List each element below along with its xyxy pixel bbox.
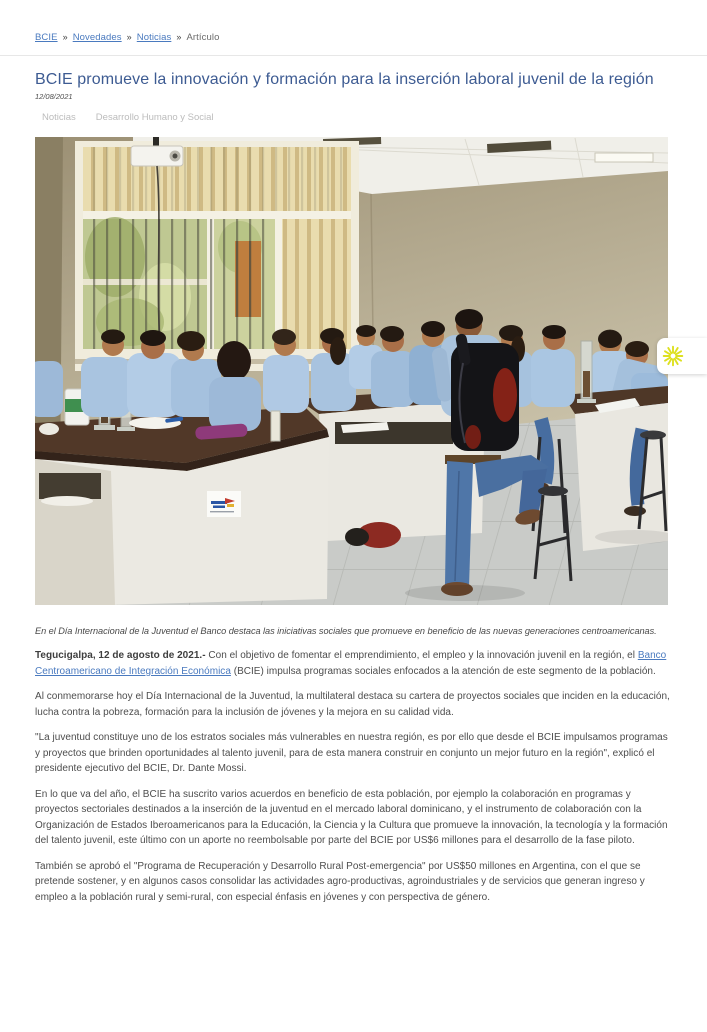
article-photo (35, 137, 668, 605)
left-table (35, 407, 329, 605)
breadcrumb-link-noticias[interactable]: Noticias (136, 32, 172, 43)
page-title: BCIE promueve la innovación y formación para la inserción laboral juvenil de la región (35, 71, 654, 88)
tag-noticias[interactable]: Noticias (42, 112, 76, 124)
paragraph-dateline: Tegucigalpa, 12 de agosto de 2021.- (35, 650, 206, 662)
breadcrumb-separator: » (126, 32, 132, 42)
asterisk-icon (662, 345, 684, 367)
article-tags (35, 112, 672, 123)
paragraph-3: "La juventud constituye uno de los estratos sociales más vulnerables en nuestra región, es por ello que desde el BCIE impulsamos programas y proyectos que brinden oportunidades al talento juvenil, para de esta manera construir en conjunto un mejor futuro en la región", explicó el presidente ejecutivo del BCIE, Dr. Dante Mossi. (35, 732, 668, 775)
paragraph-4: En lo que va del año, el BCIE ha suscrito varios acuerdos en beneficio de esta población, por ejemplo la colaboración en programas y proyectos sectoriales destinados a la inserción de la juventud en el mercado laboral dominicano, y el instrumento de colaboración con la Organización de Estados Iberoamericanos para la Educación, la Ciencia y la Cultura que promueve la innovación, la tecnología y la formación del talento juvenil, este último con un aporte no reembolsable por parte del BCIE por US$6 millones para el desarrollo de la fase piloto. (35, 788, 668, 847)
paragraph-1: Tegucigalpa, 12 de agosto de 2021.- Con el objetivo de fomentar el emprendimiento, el empleo y la innovación juvenil en la región, el Banco Centroamericano de Integración Económica (BCIE) impulsa programas sociales enfocados a la atención de este segmento de la población. (35, 650, 667, 677)
paragraph-2: Al conmemorarse hoy el Día Internacional de la Juventud, la multilateral destaca su cartera de proyectos sociales que inciden en la educación, lucha contra la pobreza, formación para la inclusión de jóvenes y la mejora en su calidad vida. (35, 691, 670, 718)
image-caption: En el Día Internacional de la Juventud el Banco destaca las iniciativas sociales que promueve en beneficio de las nuevas generaciones centroamericanas. (35, 626, 657, 637)
breadcrumb-link-novedades[interactable]: Novedades (72, 32, 122, 43)
breadcrumb-separator: » (62, 32, 68, 42)
classroom-photo-illustration (35, 137, 668, 605)
header-divider (0, 55, 707, 56)
bcie-inline-link[interactable]: Banco Centroamericano de Integración Económica (35, 650, 667, 677)
article-date: 12/08/2021 (35, 92, 73, 102)
logo-sticker (207, 491, 241, 517)
breadcrumb-separator: » (176, 32, 182, 42)
breadcrumb-current-articulo: Artículo (186, 32, 220, 43)
breadcrumb-link-bcie[interactable]: BCIE (35, 32, 58, 43)
paragraph-5: También se aprobó el "Programa de Recuperación y Desarrollo Rural Post-emergencia" por US$50 millones en Argentina, con el que se pretende sostener, y en algunos casos consolidar las actividades agro-productivas, agroindustriales y de servicios que generan ingreso y empleo a la población rural y semi-rural, con especial énfasis en jóvenes y con perspectiva de género. (35, 860, 645, 903)
accessibility-widget-button[interactable] (657, 338, 707, 374)
breadcrumb (35, 32, 672, 43)
tag-desarrollo-humano-y-social[interactable]: Desarrollo Humano y Social (95, 112, 214, 124)
